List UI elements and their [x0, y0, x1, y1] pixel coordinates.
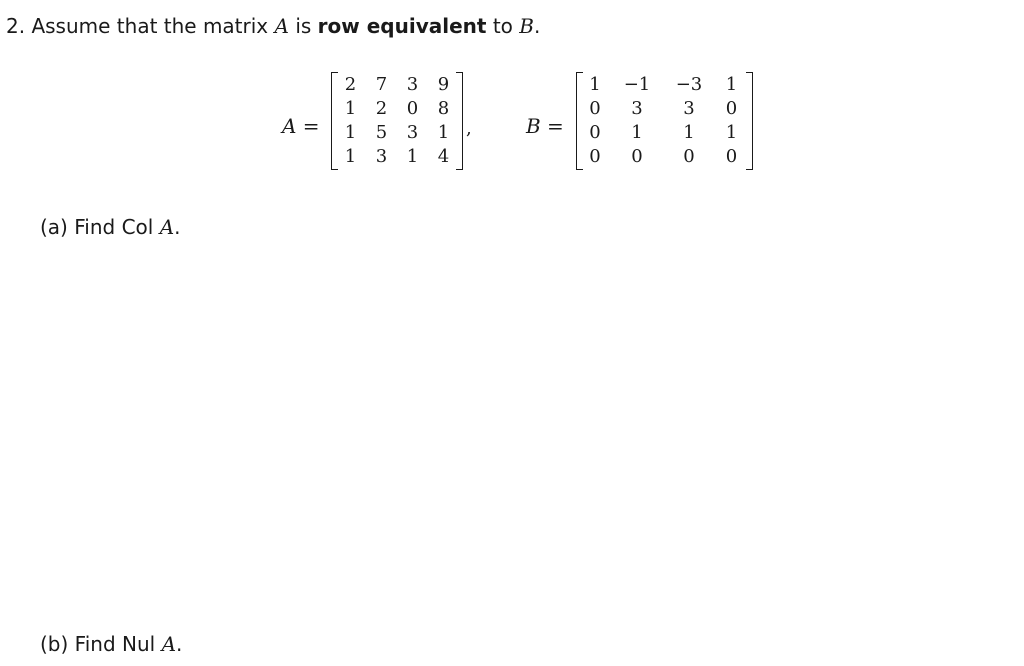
- matrix-a-variable: A: [274, 14, 289, 38]
- matrix-a-entry: 1: [437, 122, 450, 143]
- matrix-a-entry: 4: [437, 146, 450, 167]
- matrix-b-entry: 1: [683, 122, 695, 143]
- matrix-b-entry: 1: [589, 74, 601, 95]
- matrix-b: [580, 73, 749, 169]
- row-equivalent-bold: row equivalent: [317, 14, 487, 38]
- matrix-b-entry: −1: [623, 74, 651, 95]
- part-b-period: .: [176, 632, 183, 656]
- matrix-b-variable: B: [519, 14, 534, 38]
- matrix-a-left-bracket: [331, 72, 338, 170]
- matrix-b-entry: 1: [631, 122, 643, 143]
- problem-number: 2.: [6, 14, 26, 38]
- matrix-a-entry: 1: [344, 98, 357, 119]
- matrix-b-entry: 0: [631, 146, 643, 167]
- matrix-b-entry: 3: [683, 98, 695, 119]
- matrix-a: [335, 73, 459, 169]
- matrix-a-label: A =: [282, 114, 320, 138]
- part-b-text: Find Nul: [74, 632, 156, 656]
- matrix-b-entry: 1: [725, 122, 738, 143]
- matrix-a-entry: 3: [406, 122, 419, 143]
- part-a-text: Find Col: [74, 215, 154, 239]
- part-a-period: .: [174, 215, 181, 239]
- matrix-a-entry: 3: [406, 74, 419, 95]
- matrix-b-entry: 0: [589, 146, 601, 167]
- part-b-variable: A: [161, 632, 177, 656]
- matrix-a-entry: 1: [344, 146, 357, 167]
- part-b-label: (b): [40, 632, 69, 656]
- matrix-a-entry: 2: [344, 74, 357, 95]
- problem-statement: [6, 13, 540, 39]
- matrix-a-entry: 7: [375, 74, 388, 95]
- part-a-label: (a): [40, 215, 68, 239]
- problem-period: .: [533, 14, 541, 38]
- part-a-question: [40, 214, 181, 240]
- matrix-a-entry: 0: [406, 98, 419, 119]
- matrix-b-label: B =: [526, 114, 564, 138]
- problem-text-is: is: [295, 14, 312, 38]
- matrix-b-entry: −3: [675, 74, 703, 95]
- matrix-b-left-bracket: [576, 72, 583, 170]
- part-b-question: [40, 631, 182, 657]
- matrix-b-entry: 0: [589, 98, 601, 119]
- matrix-a-entry: 9: [437, 74, 450, 95]
- matrix-a-entry: 5: [375, 122, 388, 143]
- matrix-a-entry: 1: [344, 122, 357, 143]
- matrix-b-entry: 0: [725, 146, 738, 167]
- matrix-a-right-bracket: [456, 72, 463, 170]
- matrix-a-entry: 3: [375, 146, 388, 167]
- matrix-a-entry: 8: [437, 98, 450, 119]
- matrix-b-entry: 0: [683, 146, 695, 167]
- matrix-a-entry: 1: [406, 146, 419, 167]
- matrix-b-entry: 0: [725, 98, 738, 119]
- matrix-a-entry: 2: [375, 98, 388, 119]
- matrix-b-entry: 0: [589, 122, 601, 143]
- matrix-b-entry: 3: [631, 98, 643, 119]
- part-a-variable: A: [159, 215, 175, 239]
- matrix-b-entry: 1: [725, 74, 738, 95]
- matrix-separator-comma: ,: [466, 118, 472, 139]
- matrix-b-right-bracket: [746, 72, 753, 170]
- problem-text-to: to: [492, 14, 513, 38]
- problem-text: Assume that the matrix: [31, 14, 269, 38]
